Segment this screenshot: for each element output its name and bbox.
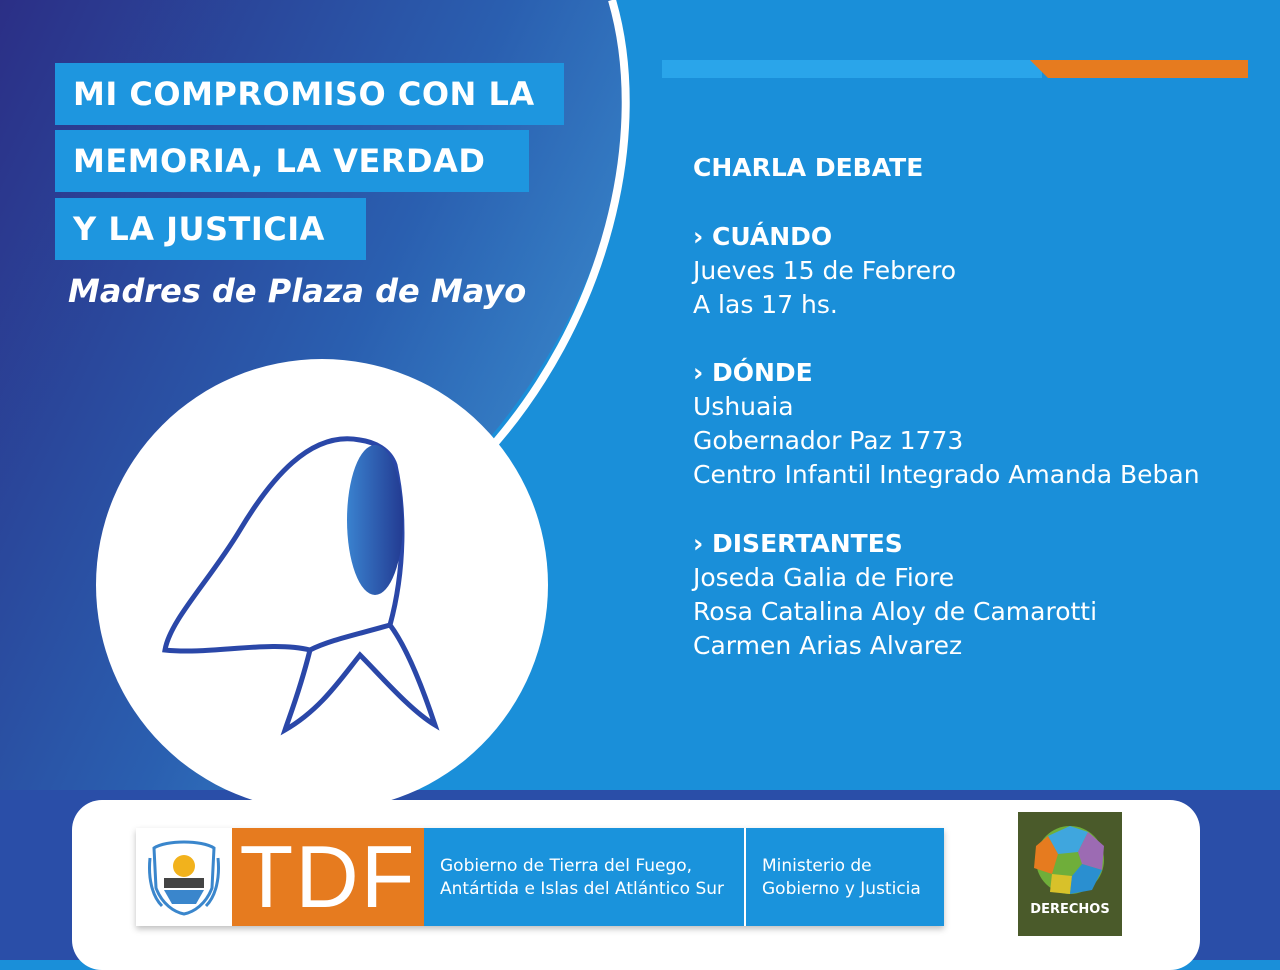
- ministry-name: [762, 855, 921, 901]
- where-label: › DÓNDE: [693, 358, 813, 387]
- speaker-2: Rosa Catalina Aloy de Camarotti: [693, 597, 1098, 626]
- human-rights-label: DERECHOS: [1030, 902, 1110, 917]
- government-line-1: Gobierno de Tierra del Fuego,: [440, 856, 693, 876]
- event-type: CHARLA DEBATE: [693, 153, 924, 182]
- where-line-3: Centro Infantil Integrado Amanda Beban: [693, 460, 1200, 489]
- speakers-label: › DISERTANTES: [693, 529, 903, 558]
- government-logo-band: [136, 828, 944, 926]
- government-name: [440, 855, 724, 901]
- title-line-2: MEMORIA, LA VERDAD: [55, 130, 529, 192]
- human-rights-logo-icon: [1018, 812, 1122, 936]
- government-box: [424, 828, 944, 926]
- where-line-2: Gobernador Paz 1773: [693, 426, 964, 455]
- ministry-line-2: Gobierno y Justicia: [762, 879, 921, 899]
- speaker-1: Joseda Galia de Fiore: [693, 563, 955, 592]
- when-label: › CUÁNDO: [693, 222, 833, 251]
- government-line-2: Antártida e Islas del Atlántico Sur: [440, 879, 724, 899]
- where-line-1: Ushuaia: [693, 392, 794, 421]
- ministry-line-1: Ministerio de: [762, 856, 872, 876]
- tdf-wordmark: TDF: [232, 828, 424, 926]
- when-line-1: Jueves 15 de Febrero: [693, 256, 957, 285]
- title-line-3: Y LA JUSTICIA: [55, 198, 366, 260]
- title-line-1: MI COMPROMISO CON LA: [55, 63, 564, 125]
- logo-divider: [744, 828, 746, 926]
- crest-box: [136, 828, 232, 926]
- when-line-2: A las 17 hs.: [693, 290, 838, 319]
- subtitle: Madres de Plaza de Mayo: [68, 272, 527, 310]
- province-crest-icon: [146, 838, 222, 916]
- white-headscarf-icon: [150, 420, 450, 750]
- speaker-3: Carmen Arias Alvarez: [693, 631, 963, 660]
